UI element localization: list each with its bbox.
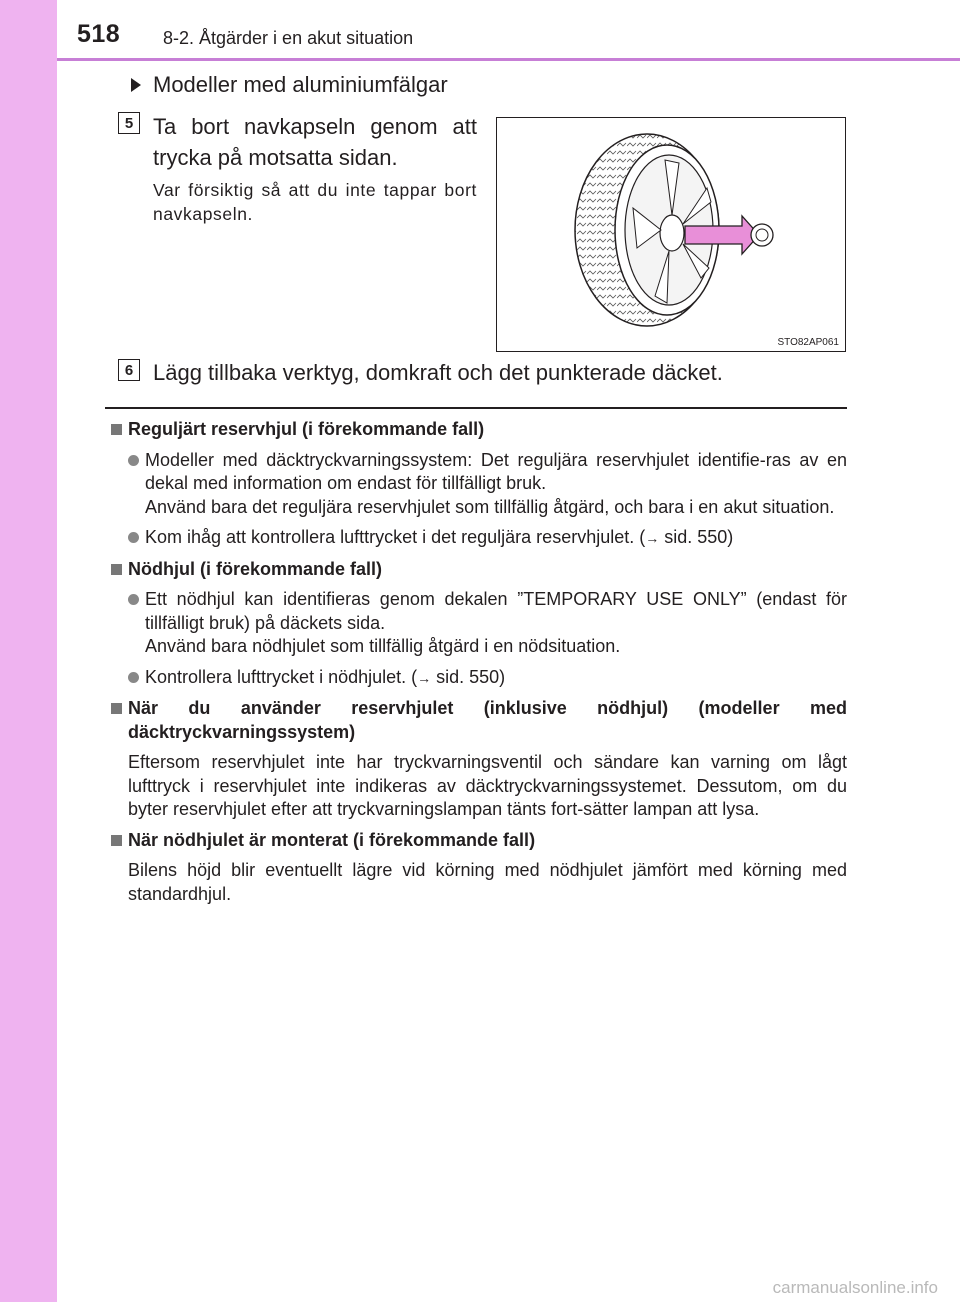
bullet-item: Ett nödhjul kan identifieras genom dekalen ”TEMPORARY USE ONLY” (endast för tillfälligt bruk) på däckets sida. Använd bara nödhjulet som tillfällig åtgärd i en nödsituation. <box>128 588 847 659</box>
circle-bullet-icon <box>128 532 139 543</box>
figure-code: STO82AP061 <box>777 337 839 348</box>
section-title: 8-2. Åtgärder i en akut situation <box>163 28 414 48</box>
notes-section <box>111 418 847 913</box>
step-number-5: 5 <box>118 112 140 134</box>
bullet-item: Modeller med däcktryckvarningssystem: Det reguljära reservhjulet identifie-ras av en dekal med information om endast för tillfälligt bruk. Använd bara det reguljära reservhjulet som tillfällig åtgärd, och bara i en akut situation. <box>128 449 847 520</box>
section-heading: När nödhjulet är monterat (i förekommande fall) <box>111 829 847 853</box>
circle-bullet-icon <box>128 672 139 683</box>
section-divider <box>105 407 847 409</box>
square-bullet-icon <box>111 424 122 435</box>
step-5-text: Ta bort navkapseln genom att trycka på motsatta sidan. <box>153 114 477 170</box>
arrow-right-icon: → <box>645 530 660 546</box>
sub-heading <box>123 72 448 98</box>
circle-bullet-icon <box>128 594 139 605</box>
square-bullet-icon <box>111 703 122 714</box>
header-divider <box>57 58 960 61</box>
bullet-item: Kontrollera lufttrycket i nödhjulet. (→ sid. 550) <box>128 666 847 691</box>
section-heading: När du använder reservhjulet (inklusive nödhjul) (modeller med däcktryckvarningssystem) <box>111 697 847 744</box>
square-bullet-icon <box>111 564 122 575</box>
page-sidebar <box>0 0 57 1302</box>
hubcap-removal-illustration <box>496 117 846 352</box>
page-reference-link[interactable]: sid. 550) <box>431 666 506 687</box>
arrow-right-icon: → <box>417 669 432 686</box>
step-number-6: 6 <box>118 359 140 381</box>
section-paragraph: Bilens höjd blir eventuellt lägre vid körning med nödhjulet jämfört med körning med standardhjul. <box>128 860 847 904</box>
square-bullet-icon <box>111 835 122 846</box>
watermark: carmanualsonline.info <box>772 1278 938 1297</box>
section-heading: Reguljärt reservhjul (i förekommande fall) <box>111 418 847 442</box>
triangle-bullet-icon <box>131 78 141 92</box>
circle-bullet-icon <box>128 455 139 466</box>
bullet-item: Kom ihåg att kontrollera lufttrycket i det reguljära reservhjulet. (→ sid. 550) <box>128 526 847 551</box>
section-paragraph: Eftersom reservhjulet inte har tryckvarningsventil och sändare kan varning om lågt lufttryck i reservhjulet inte indikeras av däcktryckvarningssystemet. Dessutom, om du byter reservhjulet efter att tryckvarningslampan tänts fort-sätter lampan att lysa. <box>128 752 847 819</box>
step-5-note: Var försiktig så att du inte tappar bort navkapseln. <box>153 180 477 224</box>
wheel-illustration-icon <box>497 118 844 350</box>
page-reference-link[interactable]: sid. 550) <box>659 527 734 547</box>
sub-heading-text: Modeller med aluminiumfälgar <box>153 72 448 97</box>
page-number: 518 <box>77 20 121 48</box>
section-heading: Nödhjul (i förekommande fall) <box>111 558 847 582</box>
step-6-text: Lägg tillbaka verktyg, domkraft och det punkterade däcket. <box>153 360 723 385</box>
